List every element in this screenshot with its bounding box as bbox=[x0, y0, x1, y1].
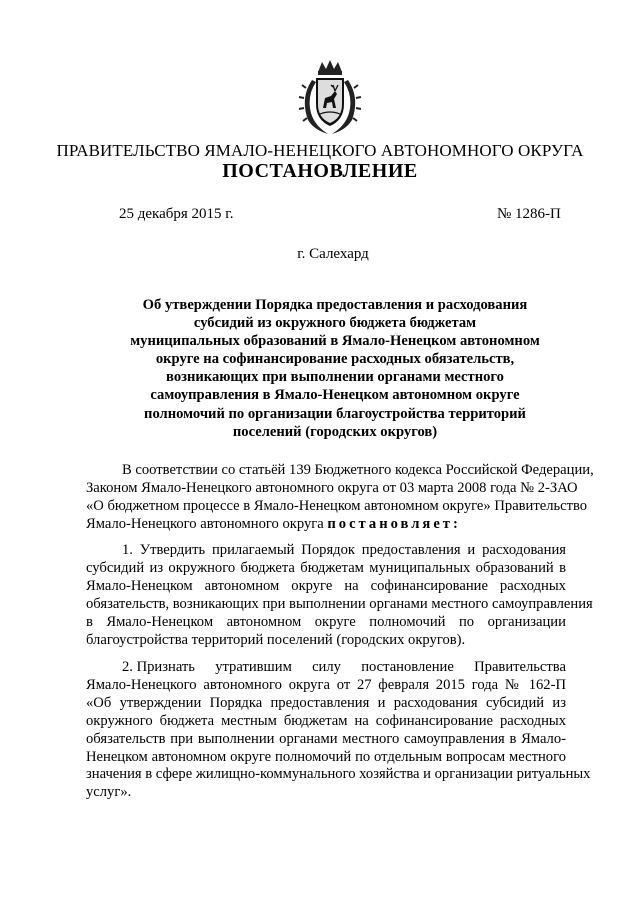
heading-line: возникающих при выполнении органами местного bbox=[166, 369, 504, 386]
word: округе bbox=[314, 613, 356, 630]
heading-line: поселений (городских округов) bbox=[232, 423, 438, 440]
text-line: обязательств при выполнении органами местного самоуправления в Ямало- bbox=[86, 730, 566, 747]
heading-line: Об утверждении Порядка предоставления и расходования bbox=[142, 297, 528, 313]
word: в bbox=[86, 613, 93, 630]
text-line: Ненецком автономном округе полномочий по отдельным вопросам местного bbox=[86, 748, 566, 765]
heading-line: полномочий по организации благоустройства территорий bbox=[144, 405, 526, 422]
word: утратившим bbox=[215, 659, 292, 675]
text-line: Ямало-Ненецкого автономного округа от 27 февраля 2015 года № 162-П bbox=[86, 676, 566, 693]
heading-line: субсидий из окружного бюджета бюджетам bbox=[193, 315, 477, 332]
text-line bbox=[86, 614, 566, 632]
word: автономном bbox=[226, 613, 302, 630]
text-line: значения в сфере жилищно-коммунального хозяйства и организации ритуальных bbox=[86, 766, 591, 783]
word: организации bbox=[487, 613, 566, 630]
word: софинансирование bbox=[370, 577, 488, 594]
text-line: услуг». bbox=[86, 784, 132, 801]
text-line: окружного бюджета местным бюджетам на софинансирование расходных bbox=[86, 712, 566, 729]
text-line: «Об утверждении Порядка предоставления и расходования субсидий из bbox=[86, 694, 566, 711]
heading-line: округе на софинансирование расходных обязательств, bbox=[155, 351, 515, 368]
document-date: 25 декабря 2015 г. bbox=[119, 206, 234, 222]
document-heading bbox=[120, 296, 550, 441]
word: округе bbox=[291, 577, 333, 594]
text-line: «О бюджетном процессе в Ямало-Ненецком автономном округе» Правительство bbox=[86, 497, 588, 514]
word: Ямало-Ненецком bbox=[106, 613, 214, 630]
word: силу bbox=[312, 659, 341, 675]
text-line bbox=[86, 516, 566, 534]
item-1-paragraph bbox=[86, 542, 593, 649]
text-line bbox=[86, 578, 566, 596]
resolves-word: постановляет: bbox=[327, 515, 461, 532]
text-fragment: Ямало-Ненецкого автономного округа bbox=[86, 515, 324, 532]
government-name: ПРАВИТЕЛЬСТВО ЯМАЛО-НЕНЕЦКОГО АВТОНОМНОГО ОКРУГА bbox=[56, 141, 584, 160]
word: Правительства bbox=[474, 659, 566, 675]
text-line: обязательств, возникающих при выполнении органами местного самоуправления bbox=[86, 595, 593, 612]
word: постановление bbox=[361, 659, 454, 675]
word: расходных bbox=[499, 577, 566, 594]
document-type-title: ПОСТАНОВЛЕНИЕ bbox=[222, 160, 418, 182]
text-line: В соответствии со статьёй 139 Бюджетного кодекса Российской Федерации, bbox=[122, 462, 594, 478]
document-number: № 1286-П bbox=[497, 206, 561, 222]
word: полномочий bbox=[369, 613, 446, 630]
text-line: субсидий из окружного бюджета бюджетам муниципальных образований в bbox=[86, 559, 566, 576]
text-line bbox=[86, 659, 566, 677]
word: 2. Признать bbox=[122, 659, 195, 675]
word: по bbox=[458, 613, 475, 630]
word: Ямало-Ненецком bbox=[86, 577, 193, 594]
heading-line: муниципальных образований в Ямало-Ненецком автономном bbox=[130, 333, 540, 350]
word: автономном bbox=[204, 577, 280, 594]
item-2-paragraph bbox=[86, 659, 591, 802]
text-line: 1. Утвердить прилагаемый Порядок предоставления и расходования bbox=[122, 542, 566, 558]
text-line: благоустройства территорий поселений (городских округов). bbox=[86, 631, 466, 648]
coat-of-arms-emblem bbox=[298, 58, 362, 136]
word: на bbox=[344, 577, 359, 594]
preamble-paragraph bbox=[86, 462, 594, 534]
document-city: г. Салехард bbox=[297, 246, 369, 262]
text-line: Законом Ямало-Ненецкого автономного округа от 03 марта 2008 года № 2-ЗАО bbox=[86, 479, 578, 496]
heading-line: самоуправления в Ямало-Ненецком автономном округе bbox=[150, 387, 520, 404]
